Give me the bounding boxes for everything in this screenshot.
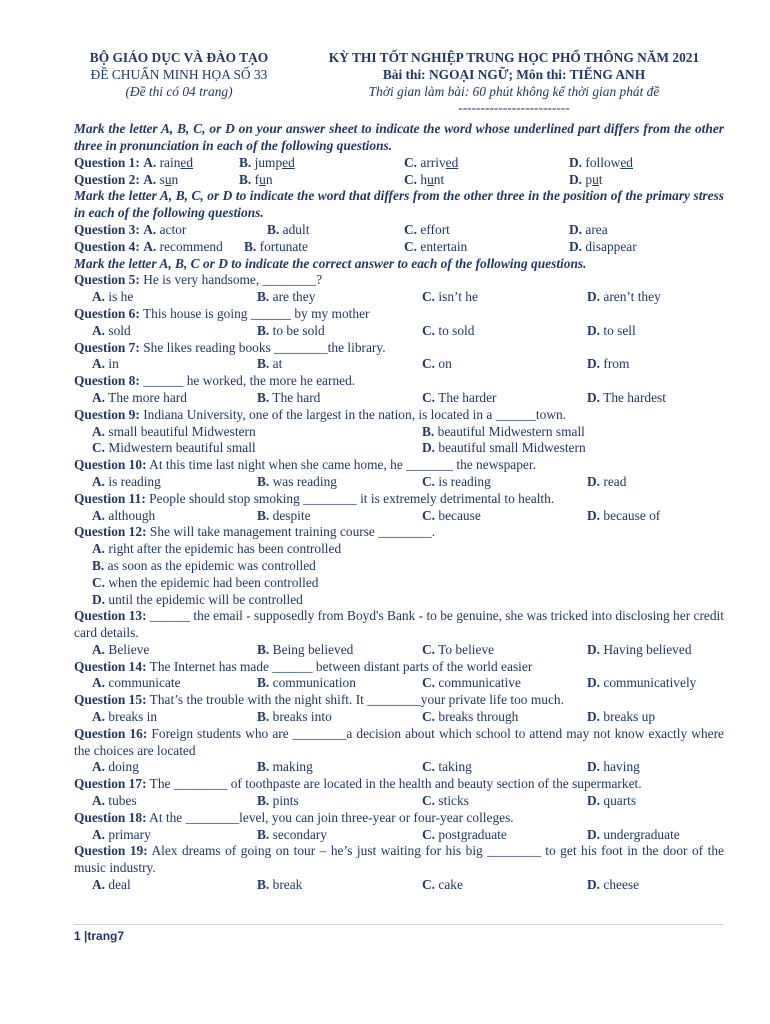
- option-d[interactable]: D. aren’t they: [587, 289, 661, 305]
- exam-duration: Thời gian làm bài: 60 phút không kể thời gian phát đề: [368, 83, 660, 99]
- question-4: [74, 239, 724, 256]
- underlined-part: ed: [620, 154, 633, 170]
- exam-code: ĐỀ CHUẨN MINH HỌA SỐ 33: [90, 66, 268, 82]
- question-stem: [74, 843, 724, 877]
- option-b[interactable]: B. The hard: [257, 389, 321, 405]
- option-d[interactable]: D. put: [569, 171, 603, 187]
- option-c[interactable]: C. sticks: [422, 793, 469, 809]
- option-d[interactable]: D. cheese: [587, 877, 640, 893]
- question-text: This house is going ______ by my mother: [142, 305, 370, 321]
- options-row: [74, 877, 724, 894]
- option-b[interactable]: B. secondary: [257, 826, 327, 842]
- question-label: Question 6:: [74, 305, 140, 321]
- options-row: [74, 709, 724, 726]
- question-label: Question 5:: [74, 272, 140, 288]
- option-c[interactable]: C. is reading: [422, 473, 491, 489]
- option-c[interactable]: C. Midwestern beautiful small: [92, 440, 256, 456]
- question-label: Question 1:: [74, 154, 140, 170]
- question-label: Question 18:: [74, 809, 147, 825]
- options-row: [74, 759, 724, 776]
- page-footer: [74, 924, 724, 943]
- option-b[interactable]: B. at: [257, 356, 283, 372]
- option-b[interactable]: B. jumped: [239, 154, 295, 170]
- question-label: Question 8:: [74, 373, 140, 389]
- question-label: Question 12:: [74, 524, 147, 540]
- option-d[interactable]: D. Having believed: [587, 641, 692, 657]
- question-text: The ________ of toothpaste are located in the health and beauty section of the supermarket.: [149, 776, 642, 792]
- exam-header: [74, 50, 724, 117]
- option-c[interactable]: C. effort: [404, 221, 450, 237]
- option-a[interactable]: A. in: [92, 356, 119, 372]
- option-c[interactable]: C. communicative: [422, 675, 521, 691]
- options-row: [74, 474, 724, 491]
- question-label: Question 2:: [74, 171, 140, 187]
- option-b[interactable]: B. adult: [267, 221, 310, 237]
- option-d[interactable]: D. disappear: [569, 238, 637, 254]
- options-row: [74, 675, 724, 692]
- options-row: [74, 827, 724, 844]
- question-text: At the ________level, you can join three-year or four-year colleges.: [149, 809, 514, 825]
- option-c[interactable]: C. to sold: [422, 322, 475, 338]
- question-2: [74, 172, 724, 189]
- question-text: ______ the email - supposedly from Boyd's Bank - to be genuine, she was tricked into disclosing her credit card details.: [74, 608, 724, 641]
- instruction-stress: Mark the letter A, B, C, or D to indicate the word that differs from the other three in the position of the primary stress in each of the following questions.: [74, 188, 724, 221]
- instruction-correct-answer: Mark the letter A, B, C or D to indicate the correct answer to each of the following questions.: [74, 255, 587, 271]
- option-b[interactable]: B. fun: [239, 171, 273, 187]
- option-a[interactable]: A. right after the epidemic has been controlled: [92, 541, 342, 557]
- question-text: He is very handsome, ________?: [143, 272, 323, 288]
- question-stem: [74, 272, 724, 289]
- option-c[interactable]: C. breaks through: [422, 709, 519, 725]
- header-left: [74, 50, 284, 117]
- question-text: At this time last night when she came home, he _______ the newspaper.: [149, 457, 536, 473]
- option-c[interactable]: C. The harder: [422, 389, 497, 405]
- header-right: [304, 50, 724, 117]
- option-a[interactable]: A. tubes: [92, 793, 137, 809]
- exam-subject: Bài thi: NGOẠI NGỮ; Môn thi: TIẾNG ANH: [382, 66, 646, 82]
- options-row: [74, 390, 724, 407]
- exam-title: KỲ THI TỐT NGHIỆP TRUNG HỌC PHỔ THÔNG NĂM 2021: [328, 50, 700, 65]
- underlined-part: ed: [180, 154, 194, 170]
- option-d[interactable]: D. communicatively: [587, 675, 697, 691]
- option-a[interactable]: A. communicate: [92, 675, 181, 691]
- option-b[interactable]: B. break: [257, 877, 303, 893]
- question-label: Question 15:: [74, 692, 147, 708]
- options-row: [74, 323, 724, 340]
- option-c[interactable]: C. postgraduate: [422, 826, 507, 842]
- question-list: [74, 272, 724, 893]
- question-stem: [74, 491, 724, 508]
- option-a[interactable]: A. breaks in: [92, 709, 158, 725]
- option-a[interactable]: Question 1: A. rained: [74, 154, 194, 170]
- question-stem: [74, 373, 724, 390]
- option-d[interactable]: D. from: [587, 356, 630, 372]
- option-d[interactable]: D. area: [569, 221, 608, 237]
- option-d[interactable]: D. until the epidemic will be controlled: [92, 591, 303, 607]
- question-text: The Internet has made ______ between distant parts of the world easier: [149, 658, 533, 674]
- question-label: Question 16:: [74, 725, 148, 741]
- question-label: Question 17:: [74, 776, 147, 792]
- question-text: Alex dreams of going on tour – he’s just waiting for his big ________ to get his foot in the door of the music industry.: [74, 843, 724, 876]
- option-a[interactable]: A. doing: [92, 759, 139, 775]
- option-c[interactable]: C. arrived: [404, 154, 459, 170]
- option-d[interactable]: D. quarts: [587, 793, 637, 809]
- question-stem: [74, 608, 724, 642]
- question-stem: [74, 457, 724, 474]
- options-row: [74, 508, 724, 525]
- option-a[interactable]: A. deal: [92, 877, 131, 893]
- option-a[interactable]: Question 4: A. recommend: [74, 238, 223, 254]
- question-3: [74, 222, 724, 239]
- page-number: 1: [74, 929, 81, 943]
- question-text: She will take management training course ________.: [149, 524, 436, 540]
- question-stem: [74, 692, 724, 709]
- option-c[interactable]: C. on: [422, 356, 452, 372]
- option-c[interactable]: C. hunt: [404, 171, 445, 187]
- option-b[interactable]: B. Being believed: [257, 641, 354, 657]
- option-c[interactable]: C. cake: [422, 877, 463, 893]
- instruction-pronunciation: Mark the letter A, B, C, or D on your answer sheet to indicate the word whose underlined part differs from the other three in pronunciation in each of the following questions.: [74, 121, 724, 153]
- question-text: Foreign students who are ________a decision about which school to attend may not know exactly where the choices are located: [74, 725, 724, 758]
- question-text: People should stop smoking ________ it is extremely detrimental to health.: [149, 490, 555, 506]
- underlined-part: ed: [445, 154, 459, 170]
- option-d[interactable]: D. breaks up: [587, 709, 656, 725]
- options-row: [74, 289, 724, 306]
- option-d[interactable]: D. beautiful small Midwestern: [422, 440, 586, 456]
- option-b[interactable]: B. breaks into: [257, 709, 332, 725]
- option-a[interactable]: A. small beautiful Midwestern: [92, 423, 256, 439]
- question-text: Indiana University, one of the largest in the nation, is located in a ______town.: [143, 406, 567, 422]
- option-c[interactable]: C. entertain: [404, 238, 468, 254]
- options-row: [74, 356, 724, 373]
- header-divider: -------------------------: [458, 100, 570, 116]
- option-b[interactable]: B. communication: [257, 675, 356, 691]
- option-b[interactable]: B. making: [257, 759, 313, 775]
- footer-label: trang7: [87, 929, 125, 943]
- option-c[interactable]: C. when the epidemic had been controlled: [92, 574, 319, 590]
- question-text: That’s the trouble with the night shift. It ________your private life too much.: [149, 692, 564, 708]
- page-count-note: (Đề thi có 04 trang): [125, 83, 233, 99]
- question-label: Question 10:: [74, 457, 147, 473]
- option-c[interactable]: C. isn’t he: [422, 289, 478, 305]
- question-label: Question 9:: [74, 406, 140, 422]
- option-b[interactable]: B. fortunate: [244, 238, 308, 254]
- question-stem: [74, 407, 724, 424]
- question-text: ______ he worked, the more he earned.: [143, 373, 356, 389]
- ministry-name: BỘ GIÁO DỤC VÀ ĐÀO TẠO: [89, 50, 269, 65]
- footer-separator: |: [80, 929, 88, 943]
- option-b[interactable]: B. was reading: [257, 473, 337, 489]
- question-stem: [74, 810, 724, 827]
- option-a[interactable]: A. is he: [92, 289, 134, 305]
- option-b[interactable]: B. are they: [257, 289, 316, 305]
- option-d[interactable]: D. The hardest: [587, 389, 666, 405]
- options-row: [74, 642, 724, 659]
- question-stem: [74, 726, 724, 760]
- option-a[interactable]: Question 2: A. sun: [74, 171, 179, 187]
- option-a[interactable]: A. sold: [92, 322, 131, 338]
- option-d[interactable]: D. undergraduate: [587, 826, 680, 842]
- option-d[interactable]: D. read: [587, 473, 627, 489]
- option-b[interactable]: B. pints: [257, 793, 299, 809]
- option-b[interactable]: B. to be sold: [257, 322, 325, 338]
- option-a[interactable]: A. is reading: [92, 473, 161, 489]
- option-c[interactable]: C. because: [422, 507, 481, 523]
- question-stem: [74, 776, 724, 793]
- option-b[interactable]: B. as soon as the epidemic was controlled: [92, 557, 316, 573]
- option-a[interactable]: A. primary: [92, 826, 151, 842]
- option-d[interactable]: D. followed: [569, 154, 633, 170]
- question-label: Question 14:: [74, 658, 147, 674]
- question-label: Question 13:: [74, 608, 147, 624]
- options-row: [74, 424, 724, 441]
- option-d[interactable]: D. having: [587, 759, 640, 775]
- option-a[interactable]: Question 3: A. actor: [74, 221, 187, 237]
- question-stem: [74, 306, 724, 323]
- option-d[interactable]: D. to sell: [587, 322, 636, 338]
- question-text: She likes reading books ________the library.: [143, 339, 386, 355]
- option-c[interactable]: C. taking: [422, 759, 472, 775]
- option-a[interactable]: A. Believe: [92, 641, 150, 657]
- option-a[interactable]: A. although: [92, 507, 156, 523]
- question-label: Question 19:: [74, 843, 148, 859]
- question-label: Question 7:: [74, 339, 140, 355]
- question-stem: [74, 659, 724, 676]
- question-stem: [74, 340, 724, 357]
- exam-page: [74, 50, 724, 894]
- question-1: [74, 155, 724, 172]
- option-b[interactable]: B. beautiful Midwestern small: [422, 423, 585, 439]
- underlined-part: ed: [282, 154, 295, 170]
- question-label: Question 11:: [74, 490, 146, 506]
- option-d[interactable]: D. because of: [587, 507, 661, 523]
- options-row: [74, 440, 724, 457]
- option-c[interactable]: C. To believe: [422, 641, 495, 657]
- option-a[interactable]: A. The more hard: [92, 389, 187, 405]
- question-stem: [74, 524, 724, 541]
- options-row: [74, 793, 724, 810]
- option-b[interactable]: B. despite: [257, 507, 311, 523]
